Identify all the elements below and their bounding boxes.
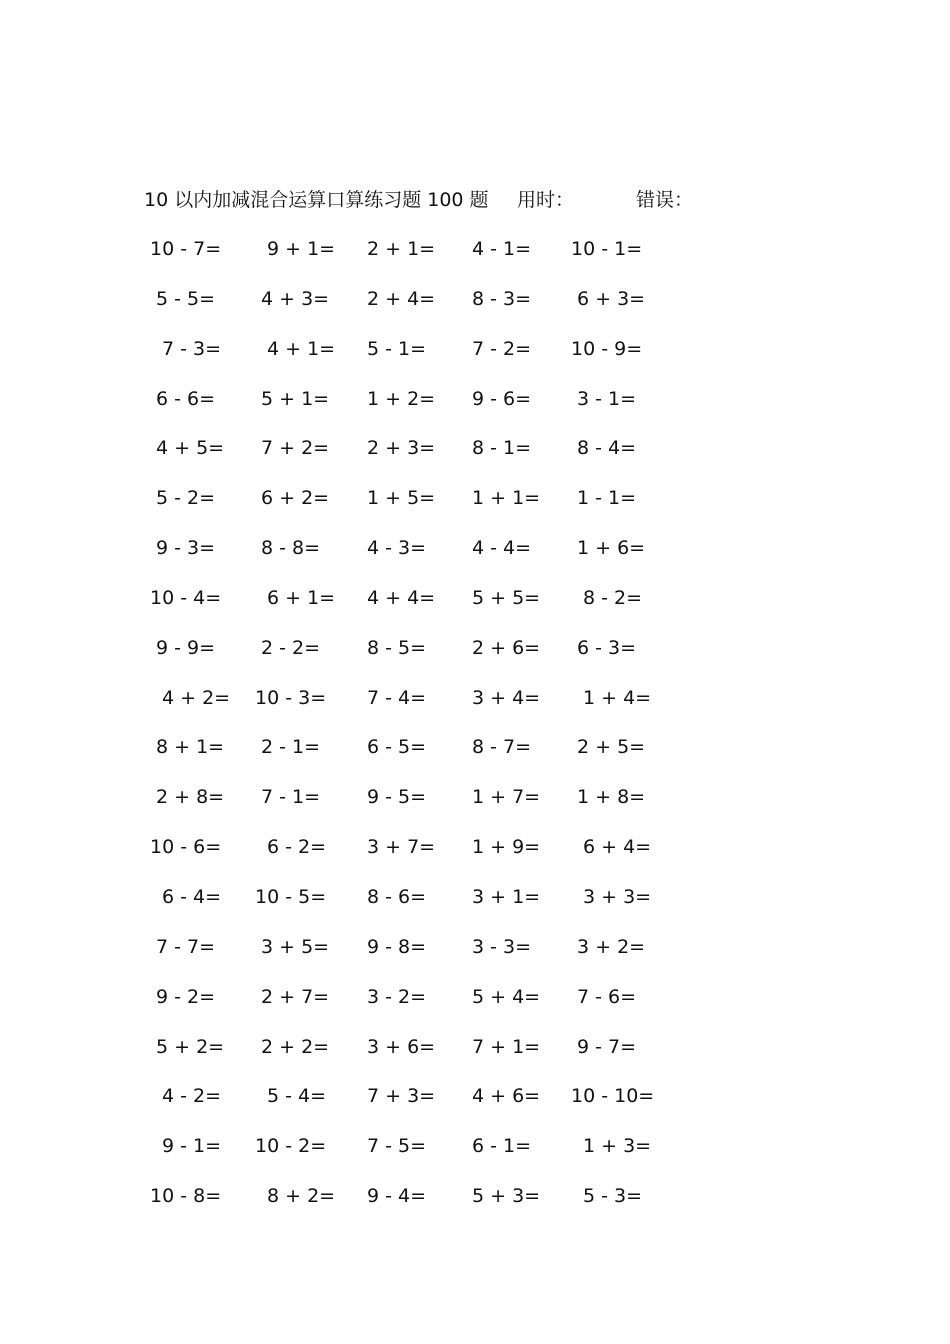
problem-row xyxy=(150,433,690,483)
problem-item: 8 - 5= xyxy=(367,636,427,659)
problem-item: 2 + 4= xyxy=(367,287,436,310)
problem-item: 10 - 5= xyxy=(255,885,327,908)
problem-item: 10 - 7= xyxy=(150,238,222,260)
problem-row xyxy=(150,1081,690,1131)
problem-item: 9 - 3= xyxy=(156,537,216,560)
problem-item: 6 - 1= xyxy=(472,1135,532,1158)
problem-item: 3 + 4= xyxy=(472,686,541,709)
problem-item: 9 - 1= xyxy=(162,1135,222,1158)
problem-item: 4 - 3= xyxy=(367,537,427,560)
problem-item: 4 - 4= xyxy=(472,537,532,560)
problem-item: 1 + 8= xyxy=(577,786,646,809)
problem-item: 9 - 2= xyxy=(156,985,216,1008)
problem-item: 3 + 3= xyxy=(583,885,652,908)
problem-row xyxy=(150,234,690,284)
problem-row xyxy=(150,633,690,683)
problem-row xyxy=(150,334,690,384)
problem-row xyxy=(150,1181,690,1231)
page-title: 10 以内加减混合运算口算练习题 100 题 xyxy=(144,189,489,211)
problem-item: 3 + 5= xyxy=(261,935,330,958)
problem-item: 6 - 3= xyxy=(577,636,637,659)
problem-item: 7 - 4= xyxy=(367,686,427,709)
problem-item: 10 - 1= xyxy=(571,238,643,260)
problem-item: 4 + 2= xyxy=(162,686,231,709)
problem-row xyxy=(150,284,690,334)
problem-item: 9 + 1= xyxy=(267,238,336,260)
problem-item: 8 + 1= xyxy=(156,736,225,759)
problem-item: 10 - 8= xyxy=(150,1185,222,1208)
problem-item: 9 - 4= xyxy=(367,1185,427,1208)
problem-item: 1 + 3= xyxy=(583,1135,652,1158)
problem-item: 8 - 3= xyxy=(472,287,532,310)
problem-item: 2 + 6= xyxy=(472,636,541,659)
problem-item: 6 + 3= xyxy=(577,287,646,310)
problem-row xyxy=(150,982,690,1032)
problem-item: 7 - 5= xyxy=(367,1135,427,1158)
problem-item: 9 - 7= xyxy=(577,1035,637,1058)
problem-item: 7 - 3= xyxy=(162,337,222,360)
problem-item: 5 + 4= xyxy=(472,985,541,1008)
problem-grid xyxy=(150,234,690,1231)
problem-item: 4 - 1= xyxy=(472,238,532,260)
problem-item: 8 - 1= xyxy=(472,437,532,460)
problem-item: 2 + 5= xyxy=(577,736,646,759)
problem-item: 5 + 2= xyxy=(156,1035,225,1058)
problem-row xyxy=(150,782,690,832)
problem-item: 5 - 3= xyxy=(583,1185,643,1208)
problem-item: 3 + 1= xyxy=(472,885,541,908)
problem-item: 7 - 1= xyxy=(261,786,321,809)
problem-item: 2 + 8= xyxy=(156,786,225,809)
problem-item: 5 - 5= xyxy=(156,287,216,310)
problem-item: 2 + 7= xyxy=(261,985,330,1008)
problem-row xyxy=(150,732,690,782)
problem-item: 4 + 1= xyxy=(267,337,336,360)
problem-item: 7 + 1= xyxy=(472,1035,541,1058)
problem-item: 6 + 1= xyxy=(267,586,336,609)
problem-item: 9 - 9= xyxy=(156,636,216,659)
problem-item: 5 + 3= xyxy=(472,1185,541,1208)
problem-item: 1 + 9= xyxy=(472,836,541,859)
problem-item: 3 - 1= xyxy=(577,387,637,410)
problem-item: 3 - 2= xyxy=(367,985,427,1008)
problem-item: 1 + 2= xyxy=(367,387,436,410)
problem-item: 2 + 1= xyxy=(367,238,436,260)
problem-row xyxy=(150,384,690,434)
problem-item: 3 + 6= xyxy=(367,1035,436,1058)
problem-item: 10 - 4= xyxy=(150,586,222,609)
problem-row xyxy=(150,583,690,633)
problem-item: 8 - 2= xyxy=(583,586,643,609)
problem-item: 1 + 4= xyxy=(583,686,652,709)
problem-item: 7 - 6= xyxy=(577,985,637,1008)
problem-row xyxy=(150,1131,690,1181)
problem-item: 7 - 7= xyxy=(156,935,216,958)
problem-item: 1 + 7= xyxy=(472,786,541,809)
problem-item: 6 - 5= xyxy=(367,736,427,759)
problem-item: 10 - 6= xyxy=(150,836,222,859)
problem-item: 5 + 1= xyxy=(261,387,330,410)
problem-item: 4 + 3= xyxy=(261,287,330,310)
problem-item: 2 + 3= xyxy=(367,437,436,460)
problem-item: 6 + 4= xyxy=(583,836,652,859)
problem-item: 7 - 2= xyxy=(472,337,532,360)
problem-row xyxy=(150,483,690,533)
problem-item: 1 + 5= xyxy=(367,487,436,510)
problem-item: 5 - 1= xyxy=(367,337,427,360)
problem-item: 3 + 2= xyxy=(577,935,646,958)
problem-item: 3 - 3= xyxy=(472,935,532,958)
problem-item: 4 + 4= xyxy=(367,586,436,609)
problem-item: 10 - 2= xyxy=(255,1135,327,1158)
problem-item: 8 - 6= xyxy=(367,885,427,908)
problem-row xyxy=(150,882,690,932)
problem-item: 6 + 2= xyxy=(261,487,330,510)
problem-item: 1 - 1= xyxy=(577,487,637,510)
problem-item: 9 - 6= xyxy=(472,387,532,410)
problem-item: 10 - 9= xyxy=(571,337,643,360)
problem-item: 7 + 3= xyxy=(367,1085,436,1108)
problem-item: 10 - 3= xyxy=(255,686,327,709)
problem-row xyxy=(150,832,690,882)
problem-item: 5 - 2= xyxy=(156,487,216,510)
problem-item: 8 - 8= xyxy=(261,537,321,560)
problem-item: 3 + 7= xyxy=(367,836,436,859)
problem-item: 5 + 5= xyxy=(472,586,541,609)
problem-item: 6 - 2= xyxy=(267,836,327,859)
problem-row xyxy=(150,533,690,583)
problem-item: 9 - 8= xyxy=(367,935,427,958)
problem-item: 6 - 6= xyxy=(156,387,216,410)
problem-item: 4 - 2= xyxy=(162,1085,222,1108)
problem-item: 6 - 4= xyxy=(162,885,222,908)
problem-item: 5 - 4= xyxy=(267,1085,327,1108)
problem-item: 8 + 2= xyxy=(267,1185,336,1208)
problem-row xyxy=(150,683,690,733)
time-label: 用时： xyxy=(517,189,575,211)
problem-item: 2 - 1= xyxy=(261,736,321,759)
problem-item: 10 - 10= xyxy=(571,1085,655,1108)
problem-item: 4 + 6= xyxy=(472,1085,541,1108)
problem-item: 9 - 5= xyxy=(367,786,427,809)
problem-row xyxy=(150,1032,690,1082)
problem-item: 4 + 5= xyxy=(156,437,225,460)
problem-item: 2 - 2= xyxy=(261,636,321,659)
problem-item: 8 - 7= xyxy=(472,736,532,759)
error-label: 错误： xyxy=(636,189,694,211)
problem-item: 1 + 6= xyxy=(577,537,646,560)
problem-item: 2 + 2= xyxy=(261,1035,330,1058)
problem-item: 8 - 4= xyxy=(577,437,637,460)
problem-item: 1 + 1= xyxy=(472,487,541,510)
problem-item: 7 + 2= xyxy=(261,437,330,460)
problem-row xyxy=(150,932,690,982)
